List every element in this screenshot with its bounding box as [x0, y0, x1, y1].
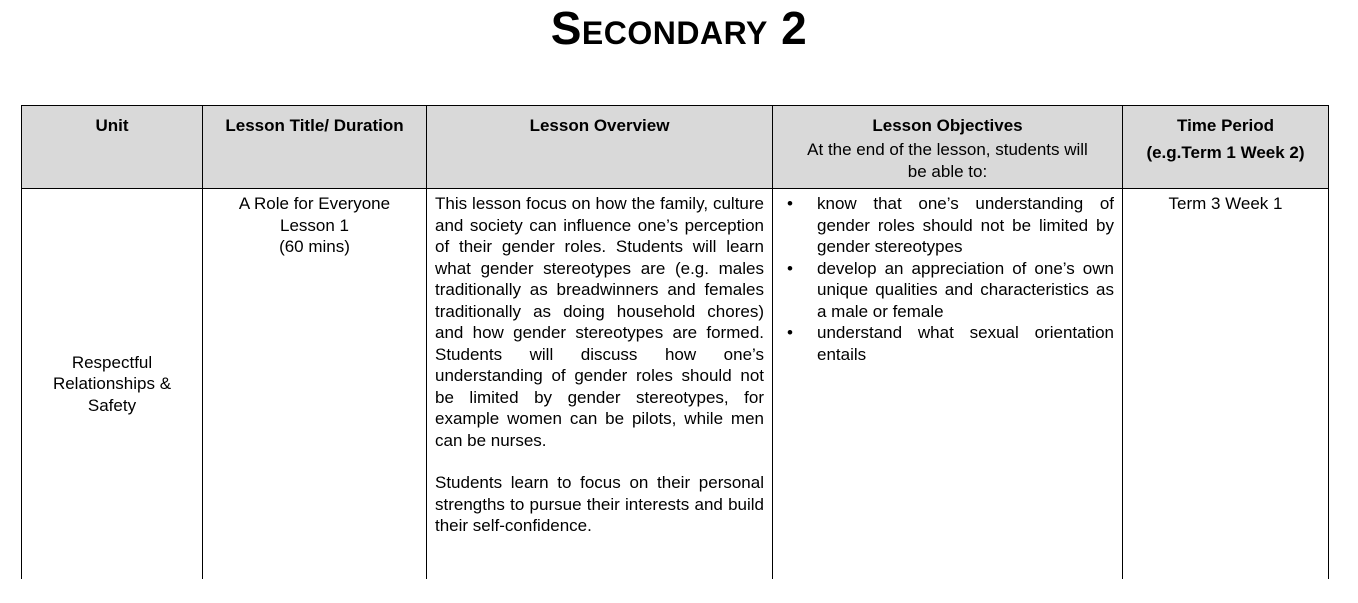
table-header-row: [22, 106, 1329, 189]
header-unit: Unit: [22, 106, 203, 189]
cell-time-period: Term 3 Week 1: [1123, 189, 1329, 579]
table-row: [22, 189, 1329, 579]
objectives-list: [781, 193, 1114, 365]
lesson-number: Lesson 1: [280, 215, 349, 235]
cell-lesson-objectives: [773, 189, 1123, 579]
objective-text: understand what sexual orientation entails: [817, 323, 1114, 364]
lesson-title-name: A Role for Everyone: [238, 194, 391, 213]
objective-text: develop an appreciation of one’s own unique qualities and characteristics as a male or female: [817, 258, 1114, 321]
header-lesson-objectives: [773, 106, 1123, 189]
list-item: [787, 322, 1114, 365]
overview-paragraph: Students learn to focus on their personal strengths to pursue their interests and build their self-confidence.: [435, 473, 764, 535]
header-lesson-objectives-label: Lesson Objectives: [872, 116, 1023, 135]
cell-lesson-overview: [427, 189, 773, 579]
header-objectives-subtitle-2: be able to:: [907, 162, 988, 181]
lesson-plan-table: [21, 105, 1329, 579]
cell-unit: [22, 189, 203, 579]
header-lesson-title: Lesson Title/ Duration: [203, 106, 427, 189]
list-item: [787, 193, 1114, 258]
unit-line: Respectful: [71, 352, 153, 372]
unit-line: Safety: [87, 395, 137, 415]
objective-text: know that one’s understanding of gender roles should not be limited by gender stereotypes: [817, 194, 1114, 256]
header-objectives-subtitle-1: At the end of the lesson, students will: [807, 140, 1088, 159]
unit-line: Relationships &: [52, 374, 172, 393]
header-time-period-label: Time Period: [1177, 116, 1274, 135]
lesson-duration: (60 mins): [279, 237, 350, 256]
list-item: [787, 258, 1114, 323]
header-time-period-example: (e.g.Term 1 Week 2): [1146, 143, 1305, 162]
bullet-icon: •: [787, 194, 793, 213]
bullet-icon: •: [787, 323, 793, 342]
cell-lesson-title: [203, 189, 427, 579]
overview-paragraph: This lesson focus on how the family, culture and society can influence one’s perception of their gender roles. Students will learn what gender stereotypes are (e.g. males traditionally as breadwinners and females traditionally as doing household chores) and how gender stereotypes are formed. Students will discuss how one’s understanding of gender roles should not be limited by gender stereotypes, for example women can be pilots, while men can be nurses.: [435, 194, 764, 450]
header-lesson-overview: Lesson Overview: [427, 106, 773, 189]
page-title: Secondary 2: [550, 2, 808, 54]
bullet-icon: •: [787, 258, 793, 278]
header-time-period: [1123, 106, 1329, 189]
